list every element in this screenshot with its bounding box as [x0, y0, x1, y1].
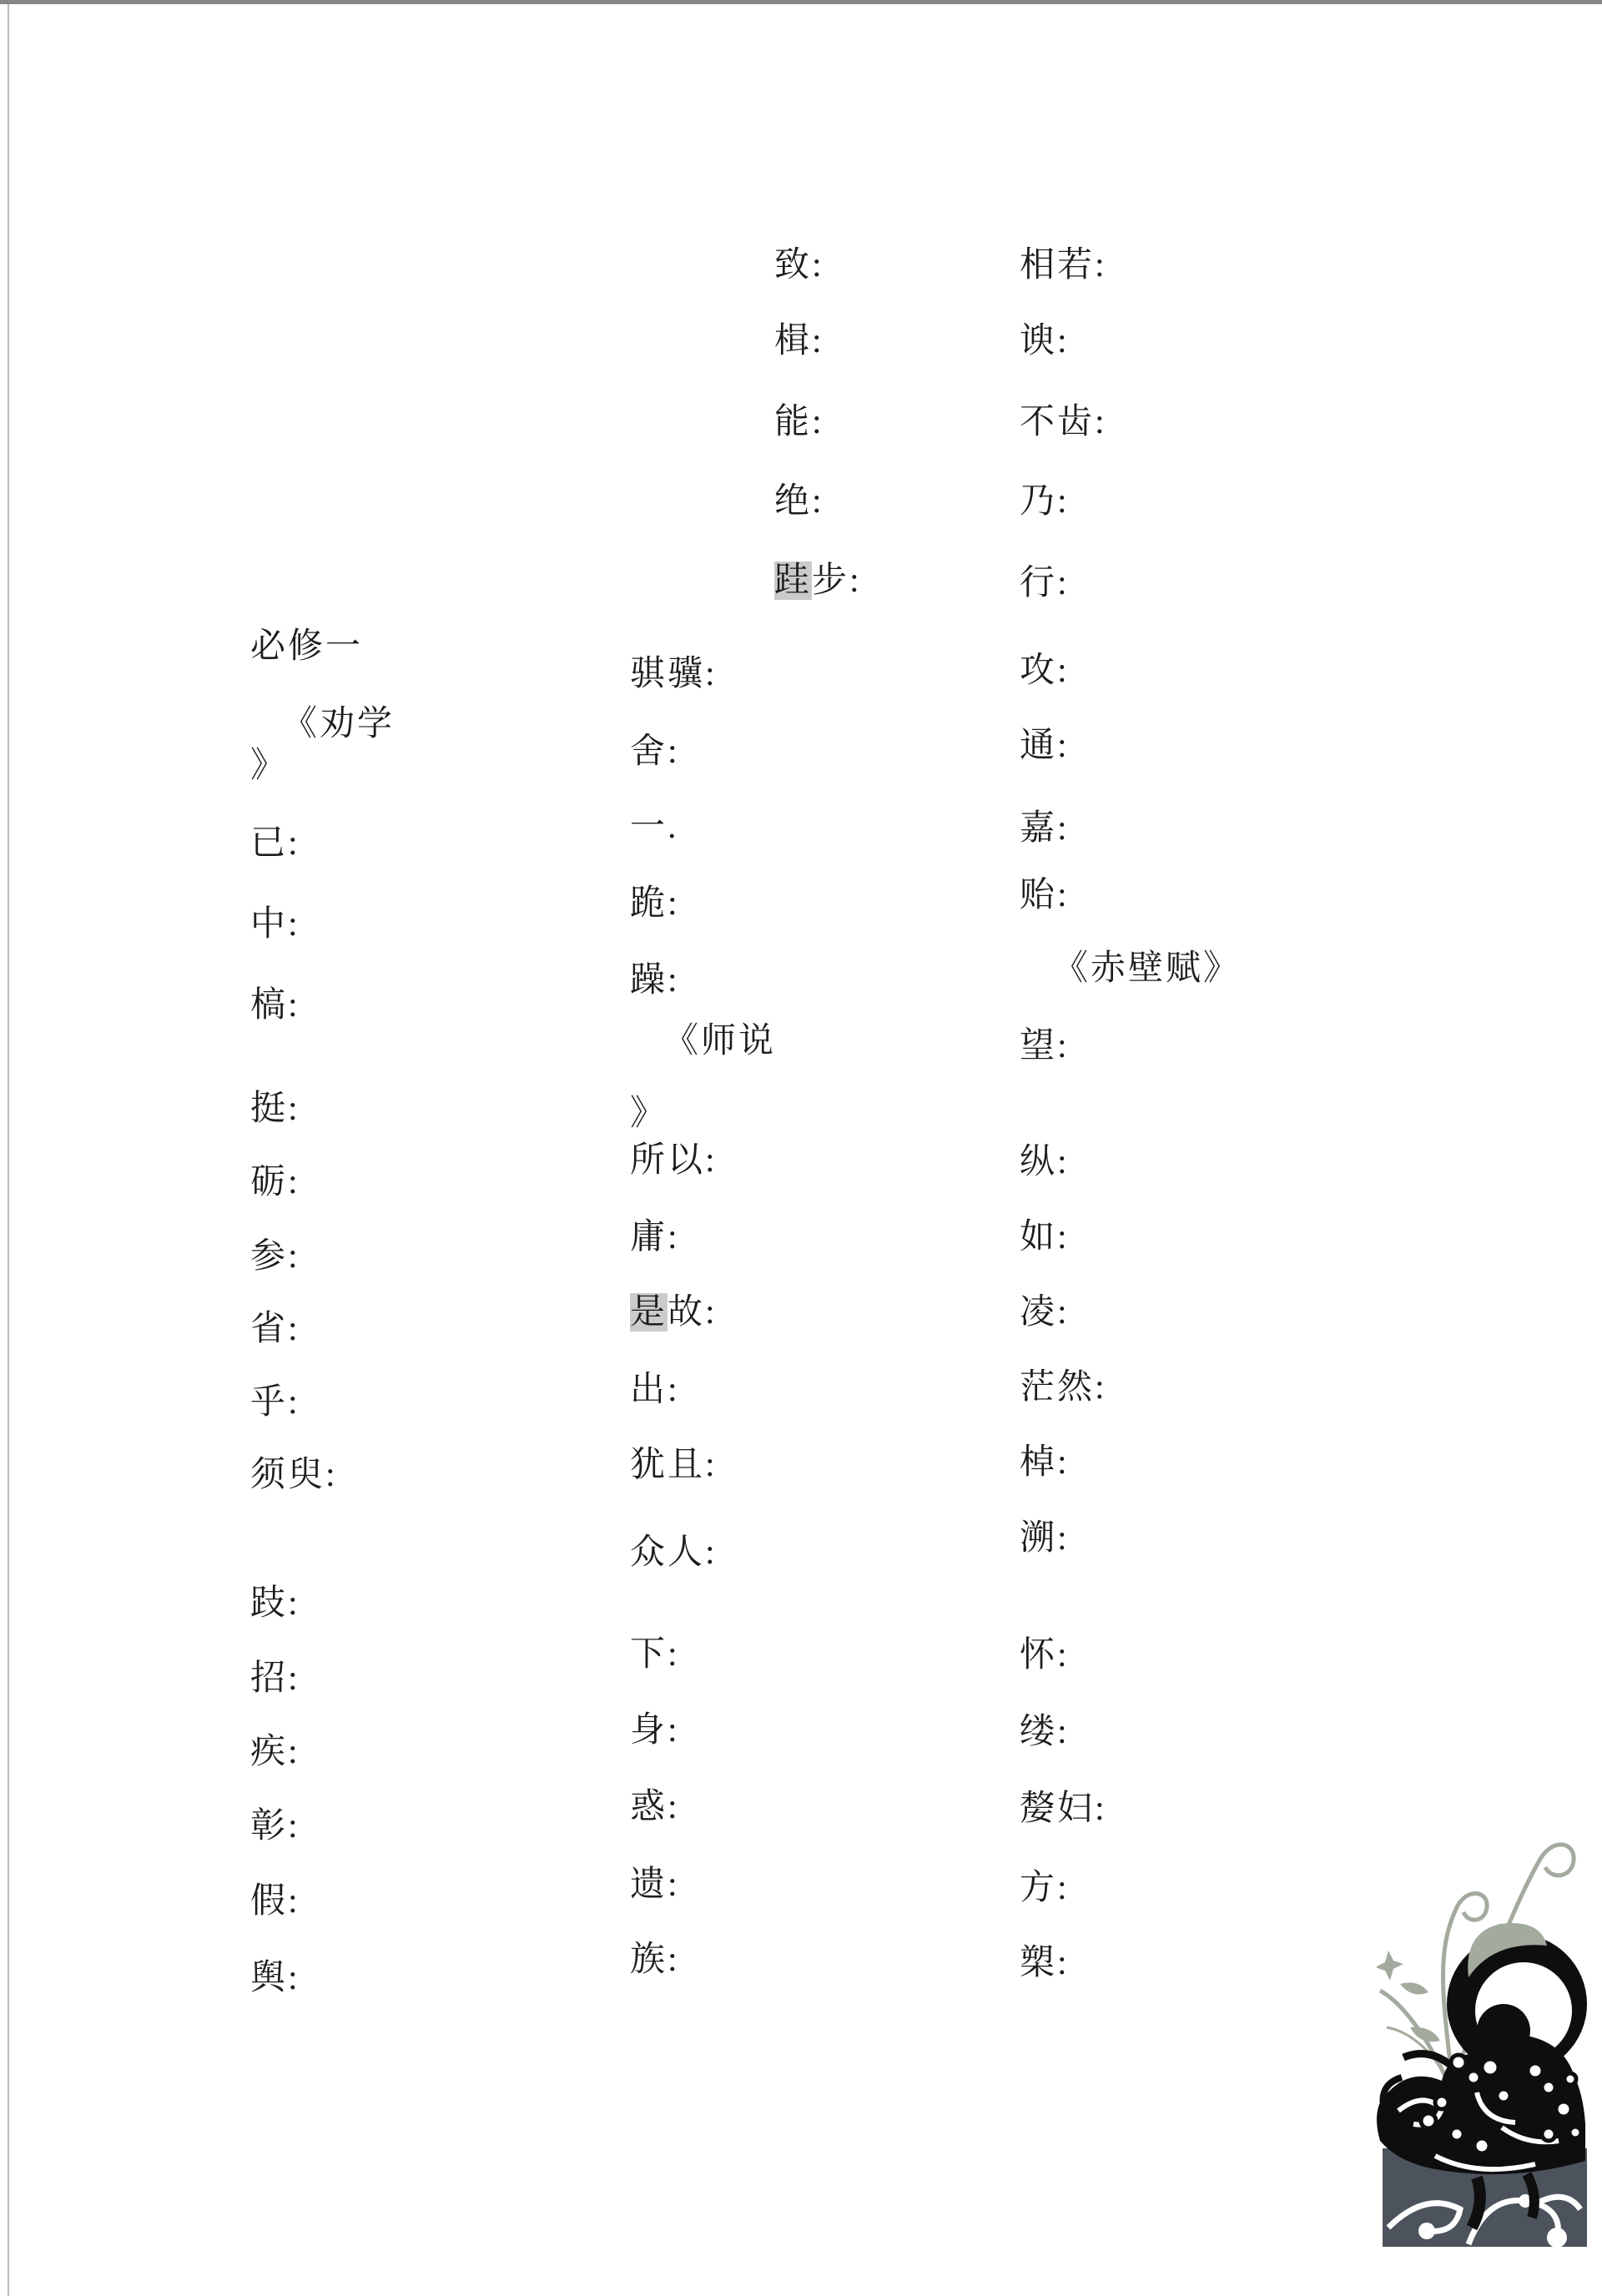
floral-flourish-graphic	[1377, 1827, 1587, 2249]
vocab-item-left-15: 彰:	[250, 1807, 300, 1845]
vocab-item-middle-13: 庸:	[630, 1218, 680, 1256]
vocab-item-middle-21: 遗:	[630, 1866, 680, 1904]
vocab-item-right-0: 相若:	[1020, 246, 1107, 284]
vocab-item-middle-3: 绝:	[774, 482, 824, 521]
vocab-item-left-9: 省:	[250, 1310, 300, 1348]
vocab-item-middle-6: 舍:	[630, 733, 680, 771]
section-label-chibifu: 《赤壁赋》	[1053, 949, 1242, 988]
vocab-item-middle-12: 所以:	[630, 1141, 718, 1180]
vocab-item-right-18: 缕:	[1020, 1713, 1070, 1751]
vocab-item-left-4: 中:	[250, 905, 300, 944]
vocab-item-right-6: 通:	[1020, 727, 1070, 765]
vocab-item-left-8: 参:	[250, 1237, 300, 1276]
vocab-item-right-21: 槊:	[1020, 1944, 1070, 1982]
vocab-item-middle-7: 一.	[630, 808, 679, 846]
vocab-item-right-19: 嫠妇:	[1020, 1790, 1107, 1828]
vocab-item-right-1: 谀:	[1020, 322, 1070, 360]
vocab-item-middle-17: 众人:	[630, 1533, 718, 1572]
vocab-item-left-16: 假:	[250, 1882, 300, 1921]
vocab-item-middle-20: 惑:	[630, 1788, 680, 1826]
vocab-item-left-17: 舆:	[250, 1959, 300, 1997]
vocab-item-middle-14: 是故:	[630, 1293, 718, 1332]
vocab-item-left-6: 挺:	[250, 1090, 300, 1128]
vocab-item-left-11: 须臾:	[250, 1456, 338, 1494]
vocab-item-right-2: 不齿:	[1020, 403, 1107, 441]
vocab-item-right-16: 溯:	[1020, 1519, 1070, 1558]
section-label-shishuo: 《师说	[663, 1022, 777, 1060]
highlighted-char: 是	[630, 1293, 668, 1332]
vocab-item-right-11: 纵:	[1020, 1143, 1070, 1181]
vocab-item-left-3: 已:	[250, 824, 300, 863]
vocab-item-middle-1: 楫:	[774, 322, 824, 360]
vocab-item-right-12: 如:	[1020, 1218, 1070, 1256]
vocab-item-middle-8: 跪:	[630, 884, 680, 923]
vocab-item-left-13: 招:	[250, 1659, 300, 1698]
vocab-item-middle-2: 能:	[774, 403, 824, 441]
vocab-item-right-8: 贻:	[1020, 876, 1070, 914]
vocab-item-right-15: 棹:	[1020, 1443, 1070, 1482]
highlighted-char: 跬	[774, 561, 813, 600]
vocab-item-middle-0: 致:	[774, 246, 824, 284]
vocab-item-middle-5: 骐骥:	[630, 655, 718, 693]
vocab-item-middle-9: 躁:	[630, 961, 680, 999]
vocab-item-right-20: 方:	[1020, 1869, 1070, 1907]
vocab-item-middle-19: 身:	[630, 1711, 680, 1750]
vocab-item-middle-16: 犹且:	[630, 1446, 718, 1484]
vocab-item-middle-22: 族:	[630, 1941, 680, 1979]
vocab-item-middle-4: 跬步:	[774, 561, 862, 600]
vocab-item-right-4: 行:	[1020, 564, 1070, 602]
vocab-item-left-5: 槁:	[250, 986, 300, 1025]
page-left-edge	[8, 4, 9, 2296]
vocab-item-right-14: 茫然:	[1020, 1368, 1107, 1407]
vocab-item-right-3: 乃:	[1020, 482, 1070, 521]
vocab-item-right-7: 嘉:	[1020, 809, 1070, 848]
section-label-shishuo-close: 》	[630, 1095, 668, 1133]
vocab-item-right-5: 攻:	[1020, 652, 1070, 690]
vocab-item-middle-18: 下:	[630, 1635, 680, 1674]
section-label-quanxue-close: 》	[250, 747, 289, 785]
page-top-edge	[0, 0, 1602, 4]
vocab-item-left-10: 乎:	[250, 1383, 300, 1422]
vocab-item-left-7: 砺:	[250, 1163, 300, 1201]
vocab-item-left-12: 跂:	[250, 1584, 300, 1623]
vocab-item-middle-15: 出:	[630, 1371, 680, 1409]
section-label-bixiuyi: 必修一	[250, 627, 364, 666]
vocab-item-right-17: 怀:	[1020, 1636, 1070, 1674]
vocab-item-left-14: 疾:	[250, 1733, 300, 1771]
section-label-quanxue: 《劝学	[282, 705, 395, 743]
vocab-item-right-10: 望:	[1020, 1027, 1070, 1065]
vocab-item-right-13: 凌:	[1020, 1293, 1070, 1332]
